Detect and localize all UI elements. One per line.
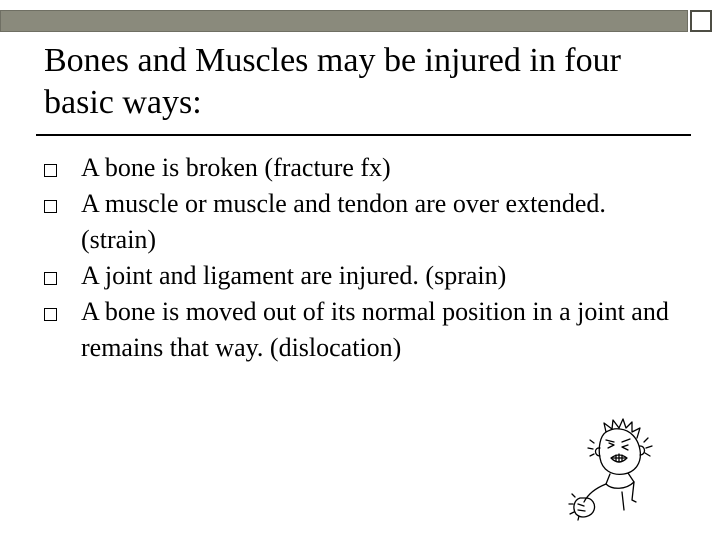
hollow-square-bullet-icon [44, 308, 57, 321]
bullet-item [44, 258, 684, 294]
injured-person-clipart-icon [566, 418, 670, 522]
bullet-text: A bone is broken (fracture fx) [81, 153, 391, 182]
bullet-item [44, 294, 684, 366]
bullet-item [44, 186, 684, 258]
bullet-item [44, 150, 684, 186]
bullet-list [44, 150, 684, 366]
slide-top-bar [0, 10, 688, 32]
hollow-square-bullet-icon [44, 272, 57, 285]
title-divider [36, 134, 691, 136]
hollow-square-bullet-icon [44, 164, 57, 177]
bullet-text: A muscle or muscle and tendon are over extended. (strain) [81, 189, 606, 254]
corner-square-icon [690, 10, 712, 32]
slide-title: Bones and Muscles may be injured in four basic ways: [44, 42, 621, 121]
bullet-text: A bone is moved out of its normal position in a joint and remains that way. (dislocation) [81, 297, 669, 362]
bullet-text: A joint and ligament are injured. (sprain) [81, 261, 507, 290]
hollow-square-bullet-icon [44, 200, 57, 213]
